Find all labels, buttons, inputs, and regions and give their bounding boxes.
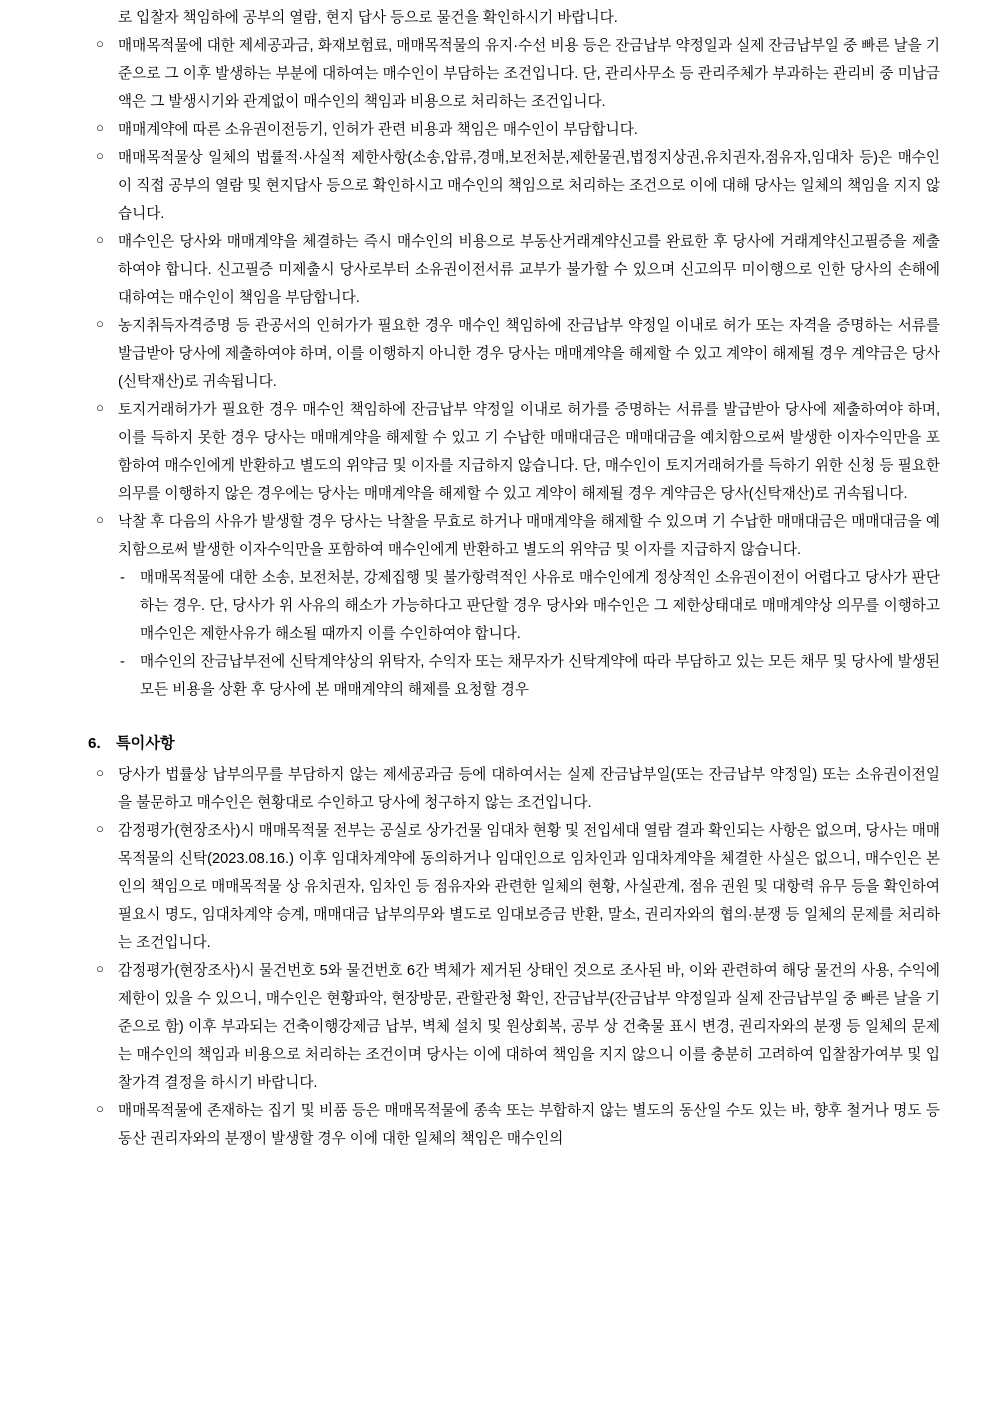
list-item (52, 817, 940, 957)
bullet-icon: ○ (96, 961, 104, 977)
list-item (52, 761, 940, 817)
bullet-icon: ○ (96, 1101, 104, 1117)
bullet-icon: ○ (96, 512, 104, 528)
clause-text: 낙찰 후 다음의 사유가 발생할 경우 당사는 낙찰을 무효로 하거나 매매계약을 해제할 수 있으며 기 수납한 매매대금은 매매대금을 예치함으로써 발생한 이자수익만을 포함하여 매수인에게 반환하고 별도의 위약금 및 이자를 지급하지 않습니다. (118, 514, 940, 559)
clause-text: 매매목적물에 대한 제세공과금, 화재보험료, 매매목적물의 유지·수선 비용 등은 잔금납부 약정일과 실제 잔금납부일 중 빠른 날을 기준으로 그 이후 발생하는 부분에 대하여는 매수인이 부담하는 조건입니다. 단, 관리사무소 등 관리주체가 부과하는 관리비 중 미납금액은 그 발생시기와 관계없이 매수인의 책임과 비용으로 처리하는 조건입니다. (118, 38, 940, 111)
bullet-icon: ○ (96, 765, 104, 781)
section-heading (52, 730, 940, 759)
bullet-icon: ○ (96, 36, 104, 52)
clause-text: 매매목적물에 존재하는 집기 및 비품 등은 매매목적물에 종속 또는 부합하지 않는 별도의 동산일 수도 있는 바, 향후 철거나 명도 등 동산 권리자와의 분쟁이 발생할 경우 이에 대한 일체의 책임은 매수인의 (118, 1103, 940, 1148)
sub-clause-text: 매매목적물에 대한 소송, 보전처분, 강제집행 및 불가항력적인 사유로 매수인에게 정상적인 소유권이전이 어렵다고 당사가 판단하는 경우. 단, 당사가 위 사유의 해소가 가능하다고 판단할 경우 당사와 매수인은 그 제한상태대로 매매계약상 의무를 이행하고 매수인은 제한사유가 해소될 때까지 이를 수인하여야 합니다. (140, 570, 940, 643)
list-item (52, 1097, 940, 1153)
list-item (52, 144, 940, 228)
bullet-icon: ○ (96, 400, 104, 416)
continuation-paragraph: 로 입찰자 책임하에 공부의 열람, 현지 답사 등으로 물건을 확인하시기 바랍니다. (118, 10, 618, 26)
sub-list-item (118, 648, 940, 704)
bullet-icon: ○ (96, 120, 104, 136)
list-item (52, 116, 940, 144)
clause-text: 감정평가(현장조사)시 물건번호 5와 물건번호 6간 벽체가 제거된 상태인 것으로 조사된 바, 이와 관련하여 해당 물건의 사용, 수익에 제한이 있을 수 있으니, 매수인은 현황파악, 현장방문, 관할관청 확인, 잔금납부(잔금납부 약정일과 실제 잔금납부일 중 빠른 날을 기준으로 함) 이후 부과되는 건축이행강제금 납부, 벽체 설치 및 원상회복, 공부 상 건축물 표시 변경, 권리자와의 분쟁 등 일체의 문제는 매수인의 책임과 비용으로 처리하는 조건이며 당사는 이에 대하여 책임을 지지 않으니 이를 충분히 고려하여 입찰참가여부 및 입찰가격 결정을 하시기 바랍니다. (118, 963, 940, 1092)
clause-text: 매수인은 당사와 매매계약을 체결하는 즉시 매수인의 비용으로 부동산거래계약신고를 완료한 후 당사에 거래계약신고필증을 제출하여야 합니다. 신고필증 미제출시 당사로부터 소유권이전서류 교부가 불가할 수 있으며 신고의무 미이행으로 인한 당사의 손해에 대하여는 매수인이 책임을 부담합니다. (118, 234, 940, 307)
list-item (52, 957, 940, 1097)
list-item (52, 508, 940, 704)
clause-text: 토지거래허가가 필요한 경우 매수인 책임하에 잔금납부 약정일 이내로 허가를 증명하는 서류를 발급받아 당사에 제출하여야 하며, 이를 득하지 못한 경우 당사는 매매계약을 해제할 수 있고 기 수납한 매매대금은 매매대금을 예치함으로써 발생한 이자수익만을 포함하여 매수인에게 반환하고 별도의 위약금 및 이자를 지급하지 않습니다. 단, 매수인이 토지거래허가를 득하기 위한 신청 등 필요한 의무를 이행하지 않은 경우에는 당사는 매매계약을 해제할 수 있고 계약이 해제될 경우 계약금은 당사(신탁재산)로 귀속됩니다. (118, 402, 940, 503)
bullet-icon: ○ (96, 148, 104, 164)
top-clause-list (52, 32, 940, 704)
list-item (52, 312, 940, 396)
list-item (52, 32, 940, 116)
list-item (52, 228, 940, 312)
section-number: 6. (88, 735, 101, 753)
clause-text: 매매목적물상 일체의 법률적·사실적 제한사항(소송,압류,경매,보전처분,제한물권,법정지상권,유치권자,점유자,임대차 등)은 매수인이 직접 공부의 열람 및 현지답사 등으로 확인하시고 매수인의 책임으로 처리하는 조건으로 이에 대해 당사는 일체의 책임을 지지 않습니다. (118, 150, 940, 223)
clause-text: 매매계약에 따른 소유권이전등기, 인허가 관련 비용과 책임은 매수인이 부담합니다. (118, 122, 638, 139)
list-item (52, 396, 940, 508)
dash-icon: - (120, 570, 125, 587)
bullet-icon: ○ (96, 821, 104, 837)
dash-icon: - (120, 654, 125, 671)
sub-clause-list (118, 564, 940, 704)
section-clause-list (52, 761, 940, 1153)
sub-clause-text: 매수인의 잔금납부전에 신탁계약상의 위탁자, 수익자 또는 채무자가 신탁계약에 따라 부담하고 있는 모든 채무 및 당사에 발생된 모든 비용을 상환 후 당사에 본 매매계약의 해제를 요청할 경우 (140, 654, 940, 699)
bullet-icon: ○ (96, 232, 104, 248)
sub-list-item (118, 564, 940, 648)
bullet-icon: ○ (96, 316, 104, 332)
section-title: 특이사항 (116, 735, 175, 753)
clause-text: 농지취득자격증명 등 관공서의 인허가가 필요한 경우 매수인 책임하에 잔금납부 약정일 이내로 허가 또는 자격을 증명하는 서류를 발급받아 당사에 제출하여야 하며, 이를 이행하지 아니한 경우 당사는 매매계약을 해제할 수 있고 계약이 해제될 경우 계약금은 당사(신탁재산)로 귀속됩니다. (118, 318, 940, 391)
clause-text: 감정평가(현장조사)시 매매목적물 전부는 공실로 상가건물 임대차 현황 및 전입세대 열람 결과 확인되는 사항은 없으며, 당사는 매매목적물의 신탁(2023.08.16.) 이후 임대차계약에 동의하거나 임대인으로 임차인과 임대차계약을 체결한 사실은 없으니, 매수인은 본인의 책임으로 매매목적물 상 유치권자, 임차인 등 점유자와 관련한 일체의 현황, 사실관계, 점유 권원 및 대항력 유무 등을 확인하여 필요시 명도, 임대차계약 승계, 매매대금 납부의무와 별도로 임대보증금 반환, 말소, 권리자와의 협의·분쟁 등 일체의 문제를 처리하는 조건입니다. (118, 823, 940, 952)
clause-text: 당사가 법률상 납부의무를 부담하지 않는 제세공과금 등에 대하여서는 실제 잔금납부일(또는 잔금납부 약정일) 또는 소유권이전일을 불문하고 매수인은 현황대로 수인하고 당사에 청구하지 않는 조건입니다. (118, 767, 940, 812)
